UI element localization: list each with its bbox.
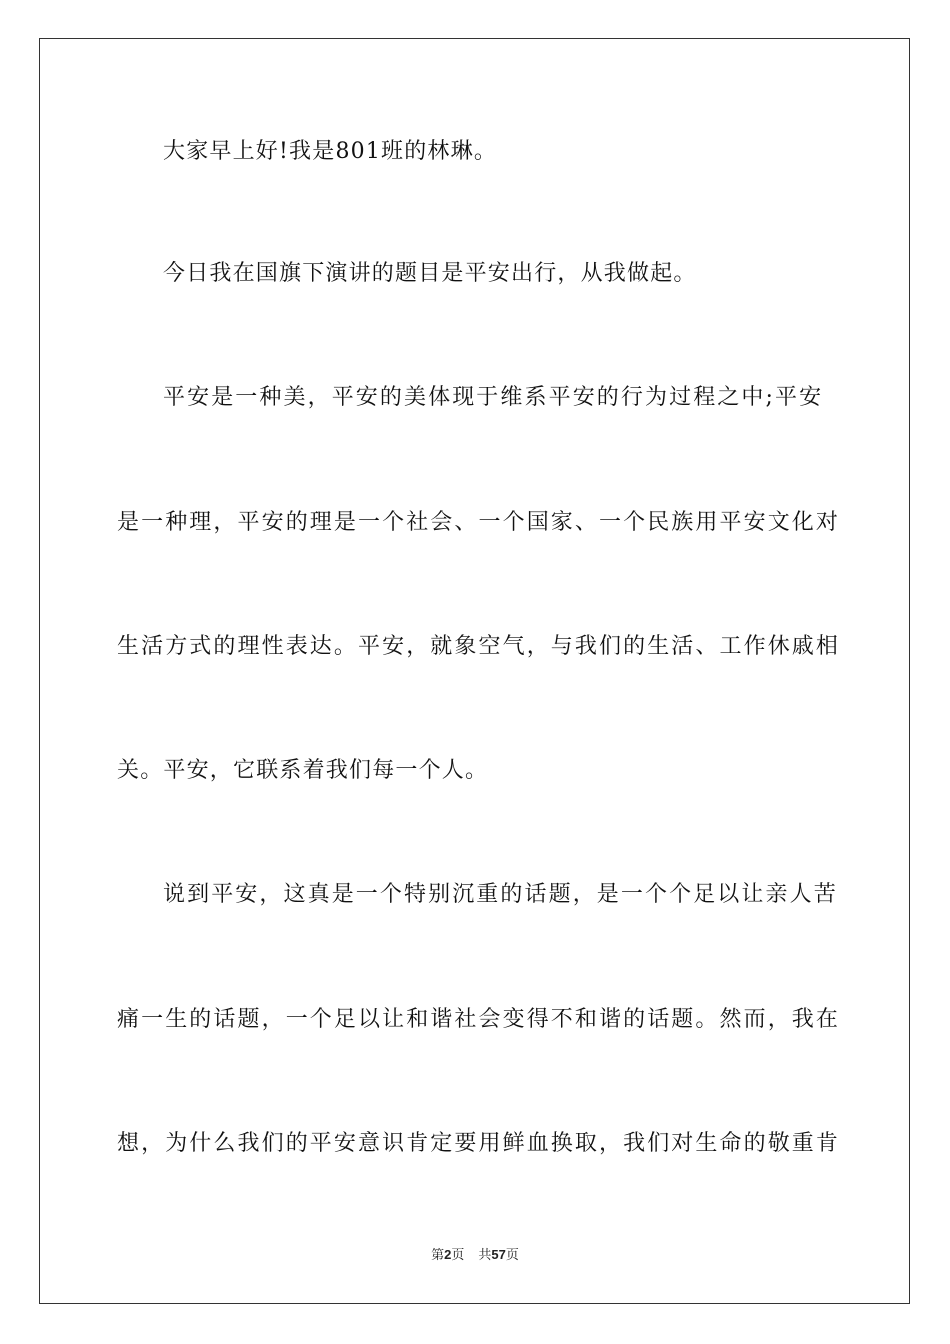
footer-page-prefix: 第 — [431, 1248, 445, 1263]
paragraph-topic: 今日我在国旗下演讲的题目是平安出行，从我做起。 — [163, 261, 697, 286]
paragraph-safety-line-4: 关。平安，它联系着我们每一个人。 — [117, 758, 489, 783]
page-border — [39, 38, 910, 1304]
footer-total-suffix: 页 — [505, 1248, 519, 1263]
footer-total-prefix: 共 — [478, 1248, 492, 1263]
footer-page-suffix: 页 — [451, 1248, 465, 1263]
paragraph-heavy-topic-line-1: 说到平安，这真是一个特别沉重的话题，是一个个足以让亲人苦 — [163, 882, 838, 907]
paragraph-greeting: 大家早上好!我是801班的林琳。 — [163, 139, 498, 164]
paragraph-safety-line-2: 是一种理，平安的理是一个社会、一个国家、一个民族用平安文化对 — [117, 510, 841, 535]
paragraph-safety-line-3: 生活方式的理性表达。平安，就象空气，与我们的生活、工作休戚相 — [117, 634, 841, 659]
paragraph-heavy-topic-line-3: 想，为什么我们的平安意识肯定要用鲜血换取，我们对生命的敬重肯 — [117, 1131, 841, 1156]
paragraph-safety-line-1: 平安是一种美，平安的美体现于维系平安的行为过程之中;平安 — [163, 385, 824, 410]
page-footer — [0, 1246, 950, 1265]
footer-page-number: 2 — [444, 1247, 452, 1262]
paragraph-heavy-topic-line-2: 痛一生的话题，一个足以让和谐社会变得不和谐的话题。然而，我在 — [117, 1007, 841, 1032]
footer-total-pages: 57 — [491, 1247, 506, 1262]
